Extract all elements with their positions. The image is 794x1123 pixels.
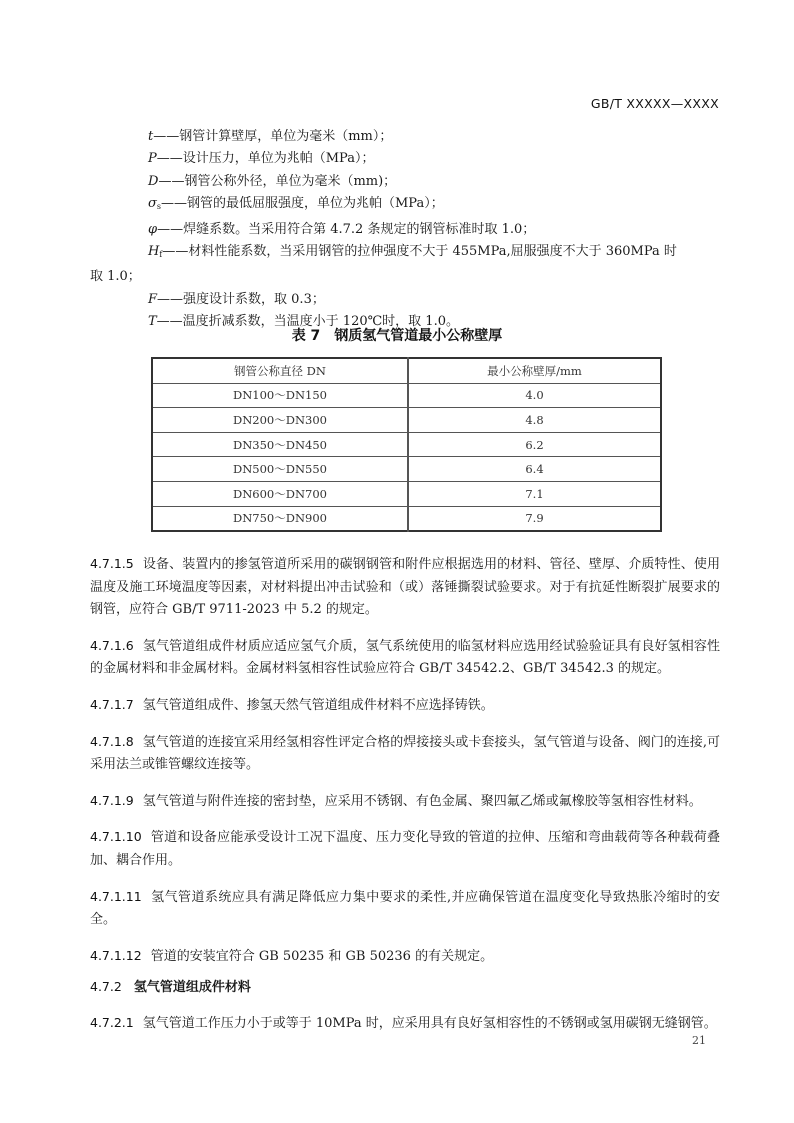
definition-text: ——材料性能系数，当采用钢管的拉伸强度不大于 455MPa,屈服强度不大于 360MPa 时 — [162, 244, 677, 260]
cell-dn: DN100～DN150 — [152, 383, 408, 408]
symbol: T — [148, 314, 157, 330]
clause-text: 氢气管道与附件连接的密封垫，应采用不锈钢、有色金属、聚四氟乙烯或氟橡胶等氢相容性材料。 — [142, 793, 702, 809]
definition-f — [90, 289, 720, 311]
cell-thickness: 4.8 — [408, 408, 661, 433]
clause-text: 氢气管道系统应具有满足降低应力集中要求的柔性,并应确保管道在温度变化导致热胀冷缩时的安全。 — [90, 889, 720, 928]
table-header-row — [152, 358, 661, 383]
symbol: F — [148, 291, 158, 307]
symbol-subscript: f — [159, 250, 163, 260]
cell-thickness: 7.9 — [408, 506, 661, 531]
clause-number: 4.7.1.12 — [90, 947, 142, 963]
clause-number: 4.7.1.9 — [90, 792, 134, 808]
definition-text: ——钢管计算壁厚，单位为毫米（mm）； — [153, 129, 393, 144]
definition-text: ——钢管的最低屈服强度，单位为兆帕（MPa）； — [160, 196, 444, 212]
standard-code-header: GB/T XXXXX—XXXX — [590, 96, 719, 111]
clause-4-7-1-8 — [90, 731, 720, 777]
clause-number: 4.7.1.6 — [90, 637, 134, 653]
clause-number: 4.7.2.1 — [90, 1015, 134, 1031]
section-heading-4-7-2 — [90, 976, 720, 999]
table-row — [152, 408, 661, 433]
definition-t — [90, 126, 720, 148]
table-number: 表 7 — [291, 328, 321, 344]
clause-text: 氢气管道工作压力小于或等于 10MPa 时，应采用具有良好氢相容性的不锈钢或氢用碳钢无缝钢管。 — [142, 1016, 717, 1032]
clause-4-7-1-9 — [90, 790, 720, 814]
symbol: P — [148, 151, 157, 167]
clause-text: 氢气管道组成件、掺氢天然气管道组成件材料不应选择铸铁。 — [142, 697, 494, 713]
symbol-definitions — [90, 126, 720, 334]
cell-thickness: 6.4 — [408, 457, 661, 482]
clause-number: 4.7.1.11 — [90, 888, 142, 904]
clause-text: 设备、装置内的掺氢管道所采用的碳钢钢管和附件应根据选用的材料、管径、壁厚、介质特性、使用温度及施工环境温度等因素，对材料提出冲击试验和（或）落锤撕裂试验要求。对于有抗延性断裂扩展要求的钢管，应符合 GB/T 9711-2023 中 5.2 的规定。 — [90, 557, 720, 618]
symbol — [148, 244, 162, 259]
wall-thickness-table — [151, 357, 662, 532]
cell-thickness: 7.1 — [408, 481, 661, 506]
definition-d — [90, 171, 720, 193]
column-header-dn: 钢管公称直径 DN — [234, 363, 326, 378]
cell-dn: DN600～DN700 — [152, 481, 408, 506]
definition-text: ——焊缝系数。当采用符合第 4.7.2 条规定的钢管标准时取 1.0； — [157, 221, 536, 237]
table-row — [152, 457, 661, 482]
definition-hf-continuation: 取 1.0； — [90, 269, 141, 285]
clause-4-7-1-6 — [90, 635, 720, 681]
definition-text: ——设计压力，单位为兆帕（MPa）； — [156, 151, 375, 167]
clause-4-7-1-11 — [90, 886, 720, 932]
definition-text: ——钢管公称外径，单位为毫米（mm)； — [158, 173, 397, 189]
clause-number: 4.7.1.8 — [90, 733, 134, 749]
clause-4-7-1-7 — [90, 694, 720, 718]
clause-number: 4.7.1.7 — [90, 696, 134, 712]
cell-dn: DN500～DN550 — [152, 457, 408, 482]
page-number: 21 — [692, 1034, 706, 1047]
symbol: D — [148, 173, 159, 189]
symbol — [148, 196, 161, 211]
cell-thickness: 4.0 — [408, 383, 661, 408]
symbol-subscript: s — [156, 202, 161, 212]
section-title: 氢气管道组成件材料 — [133, 980, 251, 996]
clause-4-7-1-12 — [90, 945, 720, 969]
clause-text: 管道和设备应能承受设计工况下温度、压力变化导致的管道的拉伸、压缩和弯曲载荷等各种载荷叠加、耦合作用。 — [90, 830, 720, 868]
definition-phi — [90, 219, 720, 241]
table-title: 钢质氢气管道最小公称壁厚 — [334, 328, 503, 344]
table-row — [152, 481, 661, 506]
symbol: t — [148, 129, 154, 144]
symbol-base: H — [148, 244, 160, 260]
clause-4-7-1-10 — [90, 826, 720, 872]
definition-sigma-s — [90, 193, 720, 218]
clause-4-7-2-1 — [90, 1012, 720, 1036]
clause-text: 管道的安装宜符合 GB 50235 和 GB 50236 的有关规定。 — [150, 948, 494, 964]
definition-text: ——强度设计系数，取 0.3； — [157, 291, 325, 307]
symbol: φ — [148, 221, 158, 237]
cell-dn: DN350～DN450 — [152, 432, 408, 457]
table-row — [152, 432, 661, 457]
table-row — [152, 383, 661, 408]
definition-hf — [90, 241, 720, 266]
table-caption — [0, 325, 794, 345]
cell-dn: DN200～DN300 — [152, 408, 408, 433]
table-row — [152, 506, 661, 531]
cell-thickness: 6.2 — [408, 432, 661, 457]
clause-text: 氢气管道的连接宜采用经氢相容性评定合格的焊接接头或卡套接头，氢气管道与设备、阀门的连接,可采用法兰或锥管螺纹连接等。 — [90, 734, 720, 773]
clauses-body — [90, 553, 720, 1041]
section-number: 4.7.2 — [90, 979, 122, 995]
clause-number: 4.7.1.10 — [90, 829, 142, 845]
column-header-thickness: 最小公称壁厚/mm — [408, 358, 661, 383]
clause-text: 氢气管道组成件材质应适应氢气介质，氢气系统使用的临氢材料应选用经试验验证具有良好氢相容性的金属材料和非金属材料。金属材料氢相容性试验应符合 GB/T 34542.2、GB/T 34542.3 的规定。 — [90, 638, 720, 677]
cell-dn: DN750～DN900 — [152, 506, 408, 531]
definition-p — [90, 148, 720, 170]
clause-4-7-1-5 — [90, 553, 720, 622]
definition-text: ——温度折减系数，当温度小于 120℃时，取 1.0。 — [156, 314, 459, 330]
clause-number: 4.7.1.5 — [90, 556, 134, 571]
symbol-base: σ — [148, 196, 157, 212]
